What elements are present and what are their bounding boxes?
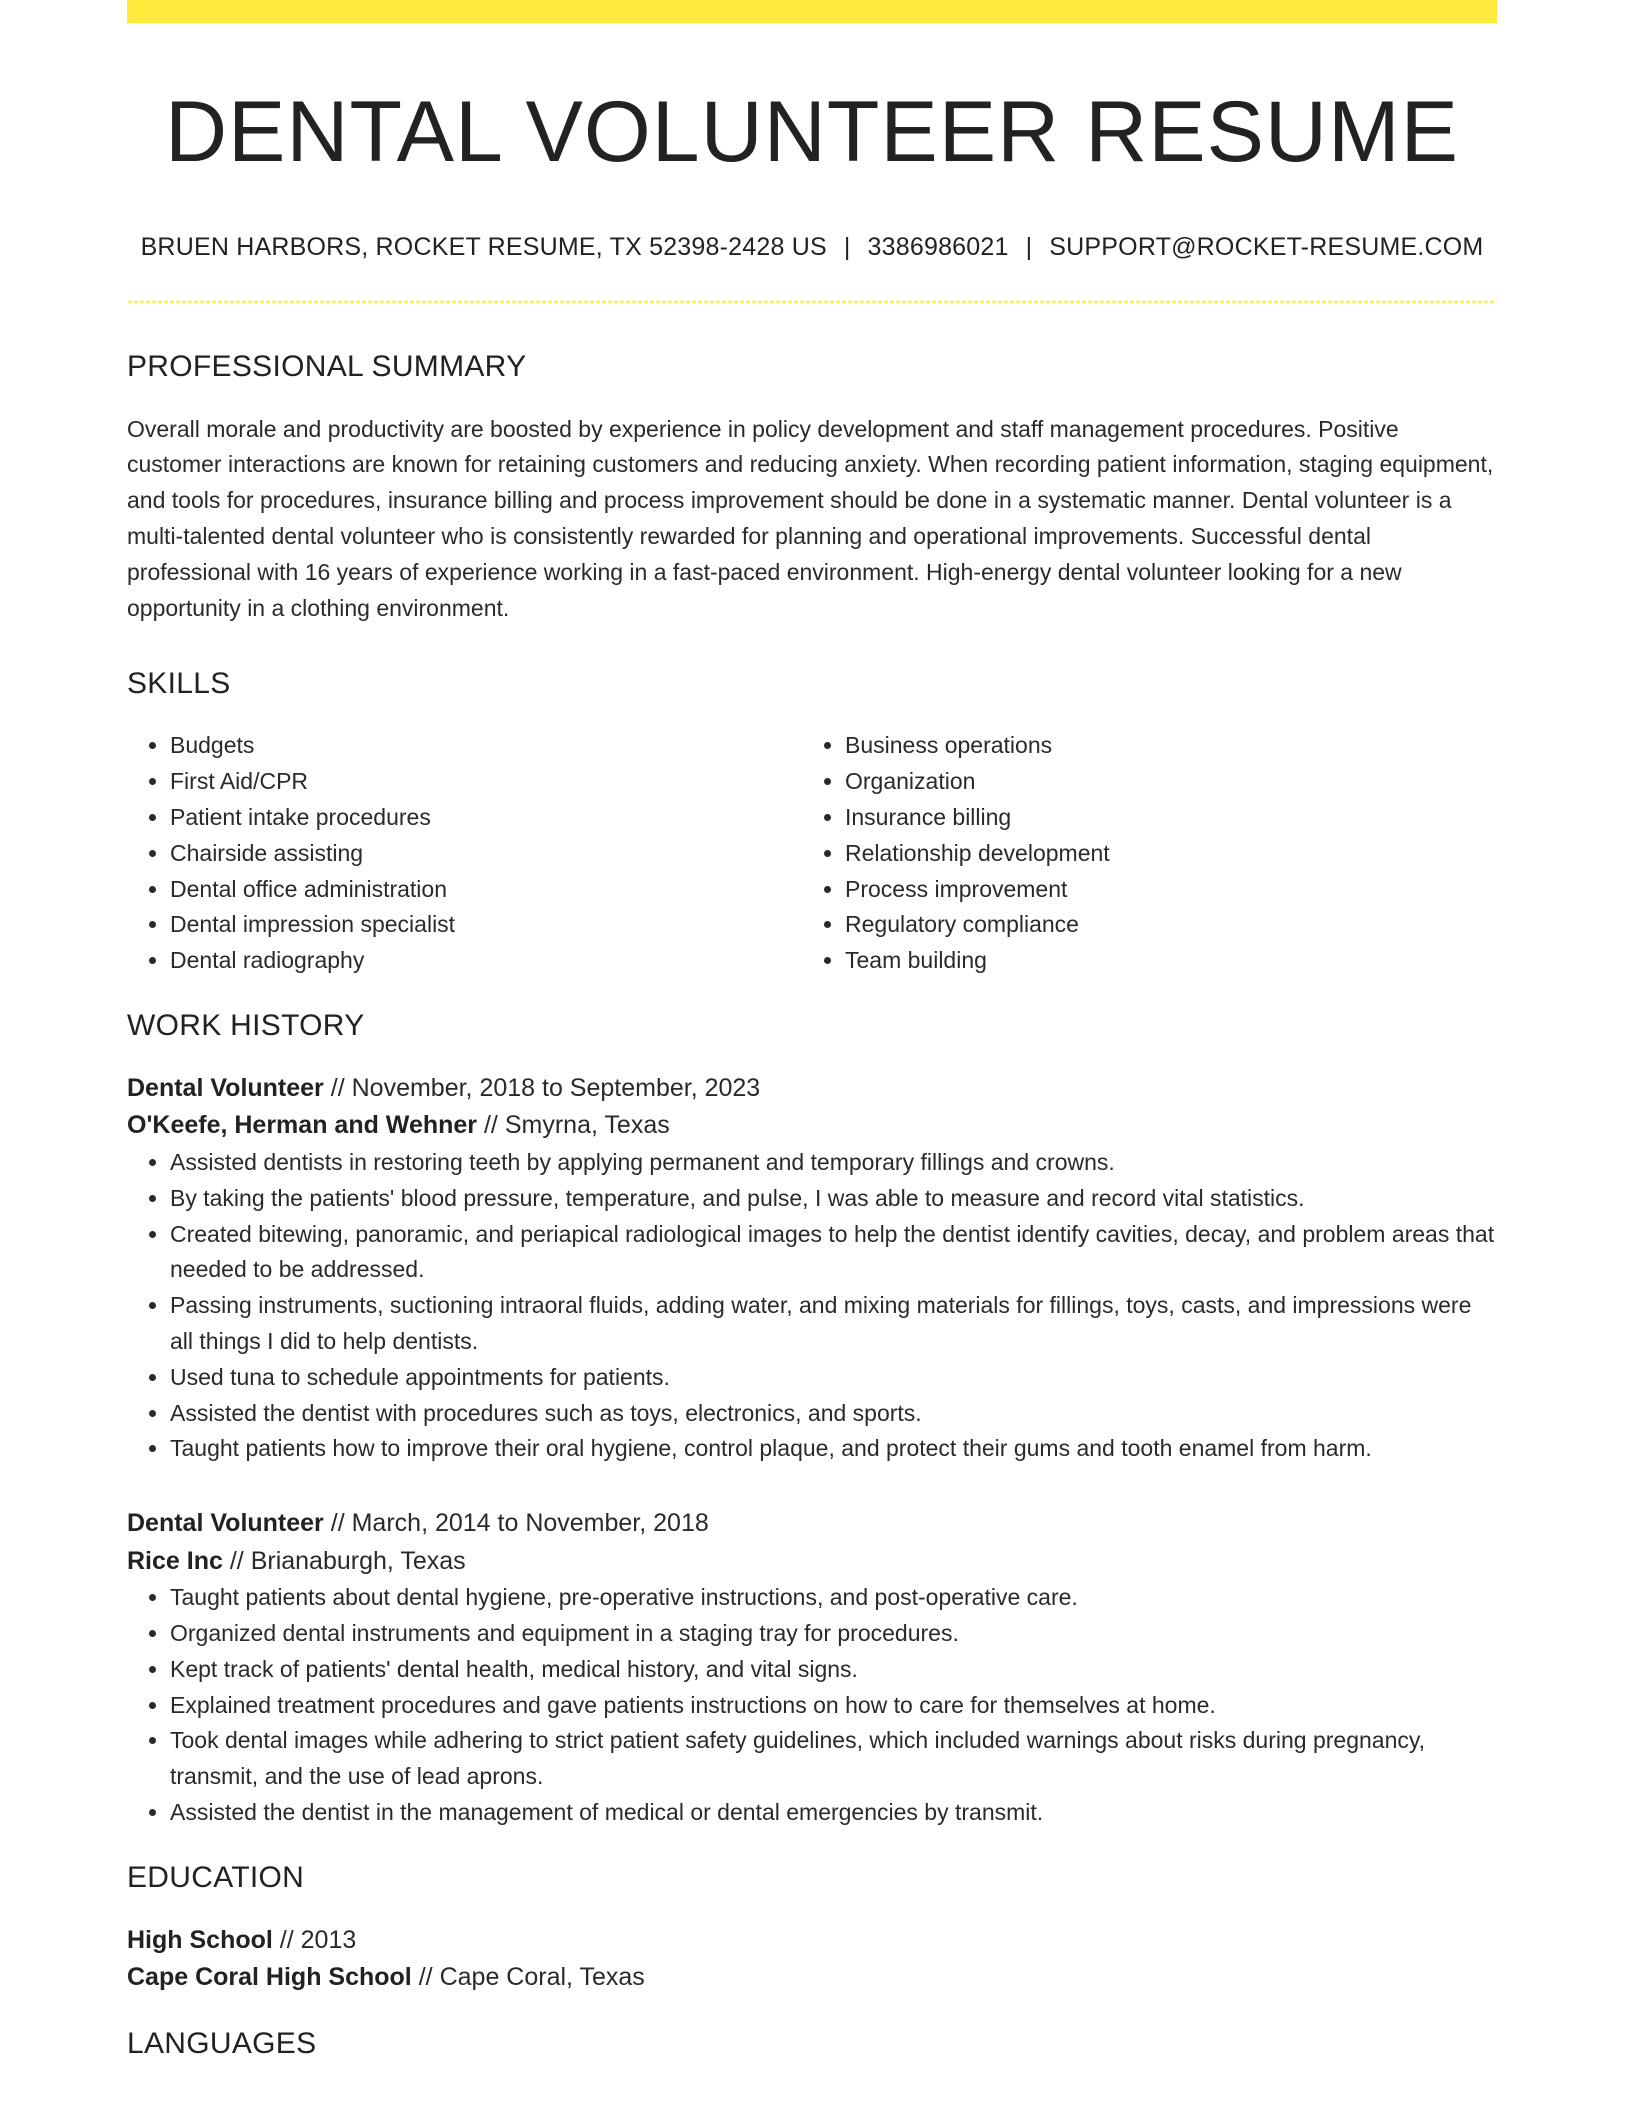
job-location: Smyrna, Texas — [504, 1111, 670, 1140]
job-duty: • Taught patients about dental hygiene, pre-operative instructions, and post-operative care. — [170, 1580, 1497, 1616]
job-divider: // — [330, 1509, 345, 1538]
job-title: Dental Volunteer — [127, 1073, 324, 1102]
job-company-line — [127, 1107, 1497, 1145]
job-duty: • Kept track of patients' dental health, medical history, and vital signs. — [170, 1652, 1497, 1688]
contact-email: SUPPORT@ROCKET-RESUME.COM — [1049, 232, 1484, 261]
contact-phone: 3386986021 — [867, 232, 1009, 261]
skill-item: • Organization — [845, 764, 1497, 800]
skill-item: • Dental office administration — [170, 872, 802, 908]
skill-item: • First Aid/CPR — [170, 764, 802, 800]
job-location: Brianaburgh, Texas — [250, 1546, 466, 1575]
job-company-line — [127, 1543, 1497, 1581]
skills-list — [127, 728, 1497, 979]
job-duty: • Created bitewing, panoramic, and periapical radiological images to help the dentist identify cavities, decay, and problem areas that needed to be addressed. — [170, 1217, 1497, 1289]
job-dates: November, 2018 to September, 2023 — [351, 1073, 761, 1102]
skill-item: • Dental impression specialist — [170, 907, 802, 943]
job-duty: • Assisted the dentist with procedures such as toys, electronics, and sports. — [170, 1396, 1497, 1432]
job-duty: • Took dental images while adhering to strict patient safety guidelines, which included warnings about risks during pregnancy, transmit, and the use of lead aprons. — [170, 1723, 1497, 1795]
job-divider: // — [330, 1073, 345, 1102]
summary-heading: PROFESSIONAL SUMMARY — [127, 349, 527, 383]
skill-item: • Patient intake procedures — [170, 800, 802, 836]
skill-item: • Team building — [845, 943, 1497, 979]
job-divider: // — [483, 1111, 498, 1140]
education-school-line — [127, 1959, 1497, 1997]
resume-page — [127, 0, 1497, 2062]
dotted-divider — [127, 300, 1497, 304]
job-entry — [127, 1505, 1497, 1831]
contact-line — [127, 232, 1497, 262]
education-heading: EDUCATION — [127, 1860, 305, 1894]
job-duties-list — [127, 1145, 1497, 1467]
job-dates: March, 2014 to November, 2018 — [351, 1509, 709, 1538]
skill-item: • Dental radiography — [170, 943, 802, 979]
job-title-line — [127, 1505, 1497, 1543]
job-company: O'Keefe, Herman and Wehner — [127, 1111, 478, 1140]
job-entry — [127, 1070, 1497, 1467]
job-duty: • Taught patients how to improve their oral hygiene, control plaque, and protect their gums and tooth enamel from harm. — [170, 1431, 1497, 1467]
education-location: Cape Coral, Texas — [439, 1963, 645, 1992]
skill-item: • Relationship development — [845, 836, 1497, 872]
job-duty: • By taking the patients' blood pressure, temperature, and pulse, I was able to measure and record vital statistics. — [170, 1181, 1497, 1217]
job-duty: • Explained treatment procedures and gave patients instructions on how to care for themselves at home. — [170, 1688, 1497, 1724]
education-divider: // — [418, 1963, 433, 1992]
contact-separator: | — [1025, 232, 1033, 261]
work-history-heading: WORK HISTORY — [127, 1008, 365, 1042]
contact-separator: | — [843, 232, 851, 261]
contact-address: BRUEN HARBORS, ROCKET RESUME, TX 52398-2428 US — [140, 232, 827, 261]
resume-title: DENTAL VOLUNTEER RESUME — [164, 84, 1460, 180]
job-company: Rice Inc — [127, 1546, 223, 1575]
job-duties-list — [127, 1580, 1497, 1831]
skills-column-right — [802, 728, 1497, 979]
job-duty: • Organized dental instruments and equipment in a staging tray for procedures. — [170, 1616, 1497, 1652]
education-year: 2013 — [300, 1925, 357, 1954]
education-school: Cape Coral High School — [127, 1963, 412, 1992]
job-title-line — [127, 1070, 1497, 1108]
education-degree: High School — [127, 1925, 273, 1954]
skill-item: • Chairside assisting — [170, 836, 802, 872]
summary-text: Overall morale and productivity are boosted by experience in policy development and staff management procedures. Positive customer interactions are known for retaining customers and reducing anxiety. When recording patient information, staging equipment, and tools for procedures, insurance billing and process improvement should be done in a systematic manner. Dental volunteer is a multi-talented dental volunteer who is consistently rewarded for planning and operational improvements. Successful dental professional with 16 years of experience working in a fast-paced environment. High-energy dental volunteer looking for a new opportunity in a clothing environment. — [127, 415, 1494, 621]
languages-heading: LANGUAGES — [127, 2026, 317, 2060]
skill-item: • Insurance billing — [845, 800, 1497, 836]
education-degree-line — [127, 1922, 1497, 1960]
job-duty: • Used tuna to schedule appointments for patients. — [170, 1360, 1497, 1396]
job-duty: • Assisted dentists in restoring teeth by applying permanent and temporary fillings and crowns. — [170, 1145, 1497, 1181]
accent-top-bar — [127, 0, 1497, 23]
job-divider: // — [229, 1546, 244, 1575]
job-title: Dental Volunteer — [127, 1509, 324, 1538]
skills-heading: SKILLS — [127, 667, 231, 701]
skill-item: • Budgets — [170, 728, 802, 764]
education-divider: // — [279, 1925, 294, 1954]
skill-item: • Business operations — [845, 728, 1497, 764]
skill-item: • Process improvement — [845, 872, 1497, 908]
job-duty: • Passing instruments, suctioning intraoral fluids, adding water, and mixing materials for fillings, toys, casts, and impressions were all things I did to help dentists. — [170, 1288, 1497, 1360]
education-entry — [127, 1922, 1497, 1997]
job-duty: • Assisted the dentist in the management of medical or dental emergencies by transmit. — [170, 1795, 1497, 1831]
skill-item: • Regulatory compliance — [845, 907, 1497, 943]
skills-column-left — [127, 728, 802, 979]
